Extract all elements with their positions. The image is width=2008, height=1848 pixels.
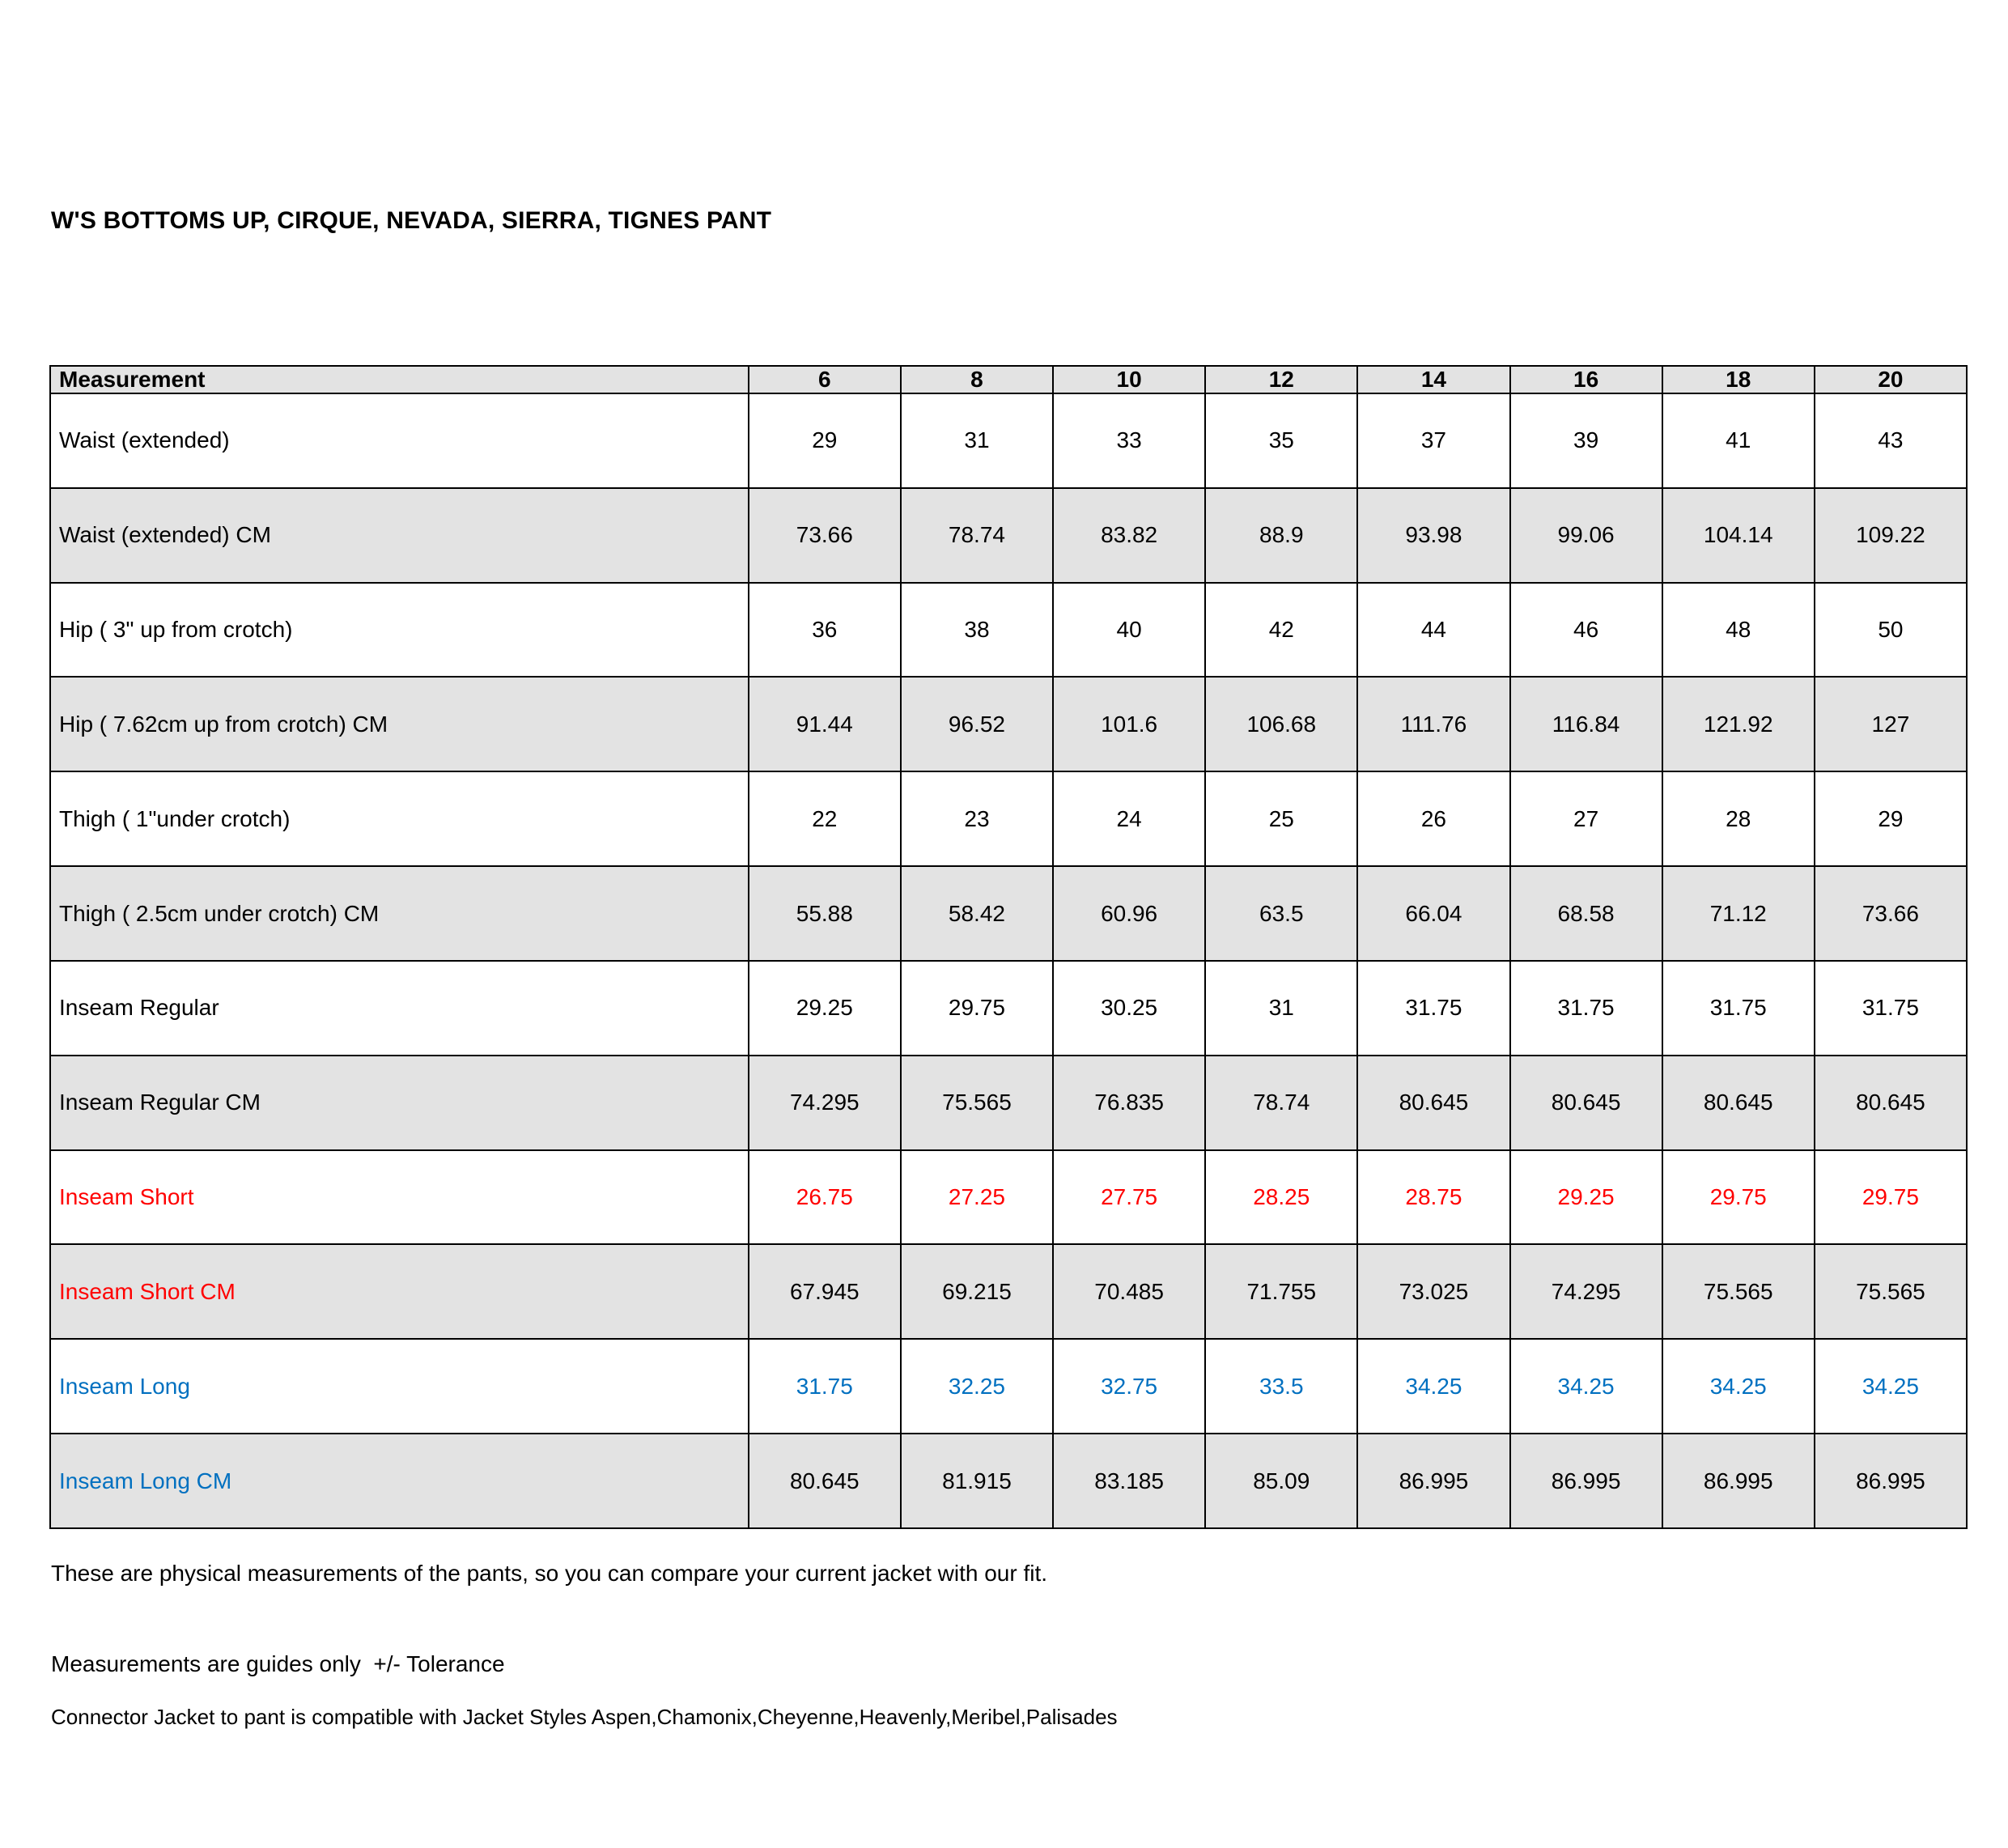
- row-label: Inseam Short CM: [50, 1244, 749, 1339]
- header-size-8: 8: [901, 366, 1053, 393]
- cell-value: 23: [901, 771, 1053, 866]
- cell-value: 28.75: [1357, 1150, 1509, 1245]
- row-label: Inseam Long: [50, 1339, 749, 1434]
- cell-value: 88.9: [1205, 488, 1357, 583]
- cell-value: 67.945: [749, 1244, 901, 1339]
- row-label: Waist (extended) CM: [50, 488, 749, 583]
- header-size-10: 10: [1053, 366, 1205, 393]
- cell-value: 71.12: [1662, 866, 1815, 961]
- cell-value: 35: [1205, 393, 1357, 488]
- cell-value: 80.645: [1510, 1056, 1662, 1150]
- cell-value: 29.75: [1662, 1150, 1815, 1245]
- cell-value: 27: [1510, 771, 1662, 866]
- header-size-6: 6: [749, 366, 901, 393]
- cell-value: 31.75: [749, 1339, 901, 1434]
- cell-value: 81.915: [901, 1434, 1053, 1528]
- cell-value: 93.98: [1357, 488, 1509, 583]
- header-row: [50, 366, 1967, 393]
- cell-value: 116.84: [1510, 677, 1662, 771]
- cell-value: 22: [749, 771, 901, 866]
- cell-value: 73.66: [749, 488, 901, 583]
- table-header: [50, 366, 1967, 393]
- cell-value: 34.25: [1357, 1339, 1509, 1434]
- cell-value: 85.09: [1205, 1434, 1357, 1528]
- cell-value: 31.75: [1357, 961, 1509, 1056]
- cell-value: 32.25: [901, 1339, 1053, 1434]
- cell-value: 50: [1815, 583, 1967, 678]
- row-label: Thigh ( 2.5cm under crotch) CM: [50, 866, 749, 961]
- cell-value: 34.25: [1662, 1339, 1815, 1434]
- row-label: Hip ( 3" up from crotch): [50, 583, 749, 678]
- table-row: [50, 961, 1967, 1056]
- table-row: [50, 1244, 1967, 1339]
- cell-value: 43: [1815, 393, 1967, 488]
- cell-value: 74.295: [1510, 1244, 1662, 1339]
- table-row: [50, 866, 1967, 961]
- cell-value: 68.58: [1510, 866, 1662, 961]
- table-row: [50, 583, 1967, 678]
- cell-value: 32.75: [1053, 1339, 1205, 1434]
- cell-value: 58.42: [901, 866, 1053, 961]
- cell-value: 76.835: [1053, 1056, 1205, 1150]
- cell-value: 27.25: [901, 1150, 1053, 1245]
- cell-value: 31: [901, 393, 1053, 488]
- cell-value: 80.645: [1662, 1056, 1815, 1150]
- note-tolerance: Measurements are guides only +/- Tolerance: [51, 1651, 505, 1676]
- cell-value: 86.995: [1662, 1434, 1815, 1528]
- cell-value: 104.14: [1662, 488, 1815, 583]
- table-row: [50, 677, 1967, 771]
- cell-value: 40: [1053, 583, 1205, 678]
- cell-value: 75.565: [1815, 1244, 1967, 1339]
- cell-value: 73.66: [1815, 866, 1967, 961]
- cell-value: 63.5: [1205, 866, 1357, 961]
- cell-value: 29.25: [749, 961, 901, 1056]
- cell-value: 29.25: [1510, 1150, 1662, 1245]
- cell-value: 91.44: [749, 677, 901, 771]
- cell-value: 29.75: [901, 961, 1053, 1056]
- cell-value: 29: [749, 393, 901, 488]
- table-row: [50, 1434, 1967, 1528]
- size-chart-table: [49, 365, 1968, 1529]
- cell-value: 31: [1205, 961, 1357, 1056]
- cell-value: 29: [1815, 771, 1967, 866]
- cell-value: 75.565: [1662, 1244, 1815, 1339]
- header-size-20: 20: [1815, 366, 1967, 393]
- note-physical-measurements: These are physical measurements of the pants, so you can compare your current jacket with our fit.: [51, 1561, 1048, 1586]
- header-size-16: 16: [1510, 366, 1662, 393]
- cell-value: 46: [1510, 583, 1662, 678]
- cell-value: 83.185: [1053, 1434, 1205, 1528]
- cell-value: 24: [1053, 771, 1205, 866]
- cell-value: 71.755: [1205, 1244, 1357, 1339]
- cell-value: 86.995: [1815, 1434, 1967, 1528]
- cell-value: 48: [1662, 583, 1815, 678]
- cell-value: 42: [1205, 583, 1357, 678]
- cell-value: 78.74: [1205, 1056, 1357, 1150]
- row-label: Inseam Regular: [50, 961, 749, 1056]
- cell-value: 121.92: [1662, 677, 1815, 771]
- cell-value: 31.75: [1510, 961, 1662, 1056]
- row-label: Waist (extended): [50, 393, 749, 488]
- table-row: [50, 393, 1967, 488]
- cell-value: 111.76: [1357, 677, 1509, 771]
- page-title: W'S BOTTOMS UP, CIRQUE, NEVADA, SIERRA, TIGNES PANT: [51, 207, 772, 234]
- row-label: Inseam Regular CM: [50, 1056, 749, 1150]
- cell-value: 106.68: [1205, 677, 1357, 771]
- cell-value: 86.995: [1357, 1434, 1509, 1528]
- table-row: [50, 488, 1967, 583]
- header-size-14: 14: [1357, 366, 1509, 393]
- header-measurement: Measurement: [50, 366, 749, 393]
- cell-value: 73.025: [1357, 1244, 1509, 1339]
- header-size-18: 18: [1662, 366, 1815, 393]
- cell-value: 34.25: [1815, 1339, 1967, 1434]
- cell-value: 78.74: [901, 488, 1053, 583]
- cell-value: 28.25: [1205, 1150, 1357, 1245]
- cell-value: 31.75: [1815, 961, 1967, 1056]
- cell-value: 27.75: [1053, 1150, 1205, 1245]
- cell-value: 127: [1815, 677, 1967, 771]
- cell-value: 80.645: [749, 1434, 901, 1528]
- table-row: [50, 1150, 1967, 1245]
- cell-value: 99.06: [1510, 488, 1662, 583]
- cell-value: 39: [1510, 393, 1662, 488]
- cell-value: 70.485: [1053, 1244, 1205, 1339]
- cell-value: 41: [1662, 393, 1815, 488]
- cell-value: 34.25: [1510, 1339, 1662, 1434]
- cell-value: 26.75: [749, 1150, 901, 1245]
- cell-value: 101.6: [1053, 677, 1205, 771]
- cell-value: 109.22: [1815, 488, 1967, 583]
- cell-value: 25: [1205, 771, 1357, 866]
- cell-value: 60.96: [1053, 866, 1205, 961]
- cell-value: 75.565: [901, 1056, 1053, 1150]
- cell-value: 33: [1053, 393, 1205, 488]
- row-label: Thigh ( 1"under crotch): [50, 771, 749, 866]
- cell-value: 30.25: [1053, 961, 1205, 1056]
- cell-value: 86.995: [1510, 1434, 1662, 1528]
- cell-value: 80.645: [1357, 1056, 1509, 1150]
- cell-value: 37: [1357, 393, 1509, 488]
- cell-value: 83.82: [1053, 488, 1205, 583]
- row-label: Inseam Short: [50, 1150, 749, 1245]
- cell-value: 36: [749, 583, 901, 678]
- note-connector-compatibility: Connector Jacket to pant is compatible with Jacket Styles Aspen,Chamonix,Cheyenne,Heavenly,Meribel,Palisades: [51, 1705, 1118, 1729]
- table-body: [50, 393, 1967, 1528]
- cell-value: 33.5: [1205, 1339, 1357, 1434]
- cell-value: 80.645: [1815, 1056, 1967, 1150]
- cell-value: 28: [1662, 771, 1815, 866]
- cell-value: 29.75: [1815, 1150, 1967, 1245]
- cell-value: 55.88: [749, 866, 901, 961]
- table-row: [50, 1339, 1967, 1434]
- row-label: Inseam Long CM: [50, 1434, 749, 1528]
- cell-value: 31.75: [1662, 961, 1815, 1056]
- cell-value: 66.04: [1357, 866, 1509, 961]
- cell-value: 26: [1357, 771, 1509, 866]
- header-size-12: 12: [1205, 366, 1357, 393]
- cell-value: 74.295: [749, 1056, 901, 1150]
- cell-value: 96.52: [901, 677, 1053, 771]
- table-row: [50, 771, 1967, 866]
- cell-value: 69.215: [901, 1244, 1053, 1339]
- cell-value: 44: [1357, 583, 1509, 678]
- cell-value: 38: [901, 583, 1053, 678]
- row-label: Hip ( 7.62cm up from crotch) CM: [50, 677, 749, 771]
- table-row: [50, 1056, 1967, 1150]
